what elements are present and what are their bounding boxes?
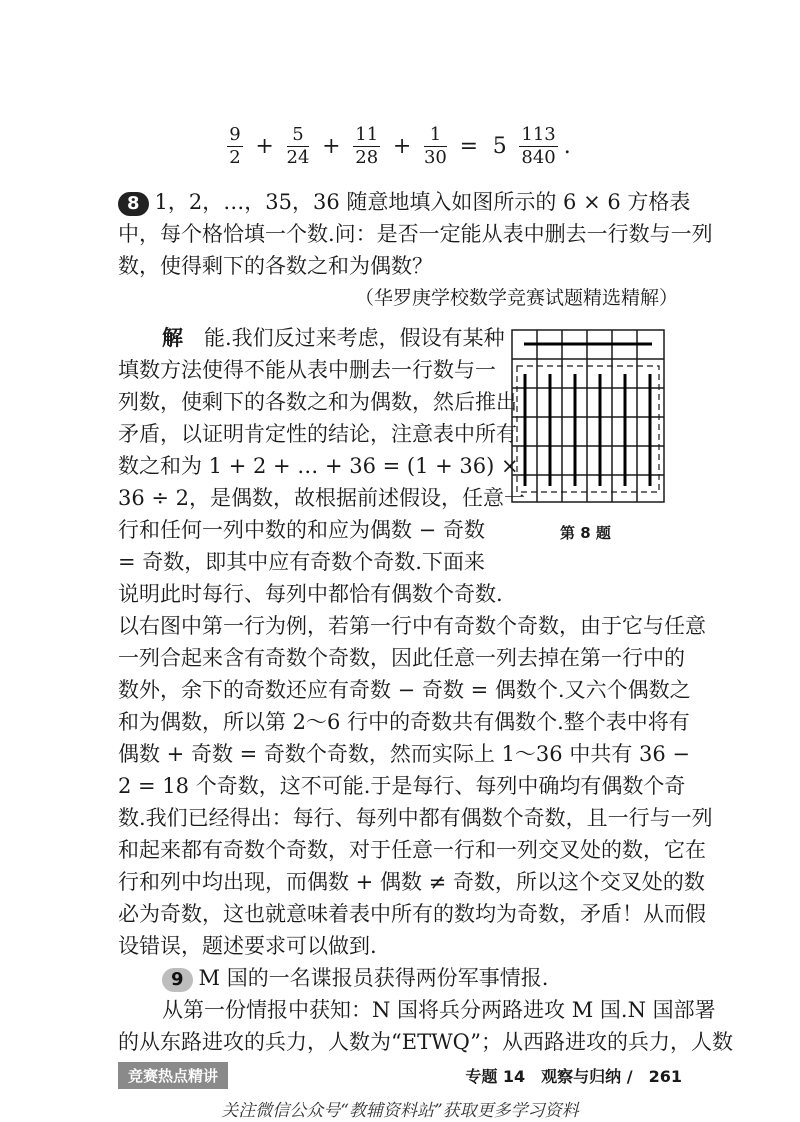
solution-line: 说明此时每行、每列中都恰有偶数个奇数. (118, 582, 503, 606)
page-topic: 专题 14 观察与归纳 / 261 (465, 1067, 682, 1086)
problem-8-line-3: 数，使得剩下的各数之和为偶数？ (118, 254, 433, 278)
period: . (563, 134, 571, 159)
fraction: $\frac{1}{30}$ (423, 124, 447, 168)
solution-line: 数之和为 1 + 2 + … + 36 = (1 + 36) × (118, 454, 519, 478)
text-line: 数.我们已经得出：每行、每列中都有偶数个奇数，且一行与一列 (118, 806, 713, 830)
grid-figure (508, 326, 668, 506)
watermark-note: 关注微信公众号“教辅资料站”获取更多学习资料 (221, 1101, 579, 1121)
problem-8-source: （华罗庚学校数学竞赛试题精选精解） (354, 287, 678, 309)
figure-caption: 第 8 题 (560, 524, 611, 542)
text-line: 数外，余下的奇数还应有奇数 − 奇数 = 偶数个.又六个偶数之 (118, 678, 691, 702)
text-line: 以右图中第一行为例，若第一行中有奇数个奇数，由于它与任意 (118, 614, 706, 638)
text-line: 必为奇数，这也就意味着表中所有的数均为奇数，矛盾！从而假 (118, 902, 706, 926)
text-line: 和为偶数，所以第 2～6 行中的奇数共有偶数个.整个表中将有 (118, 710, 690, 734)
solution-label: 解 (162, 326, 183, 350)
problem-9-line-2: 从第一份情报中获知：N 国将兵分两路进攻 M 国.N 国部署 (162, 998, 716, 1022)
problem-8-line-2: 中，每个格恰填一个数.问：是否一定能从表中删去一行数与一列 (118, 222, 713, 246)
solution-line: 列数，使剩下的各数之和为偶数，然后推出 (118, 390, 517, 414)
text-line: 一列合起来含有奇数个奇数，因此任意一列去掉在第一行中的 (118, 646, 685, 670)
problem-8-line-1: 8 1，2，…，35，36 随意地填入如图所示的 6 × 6 方格表 (118, 186, 678, 218)
plus-sign: + (255, 134, 274, 159)
problem-9-line-3: 的从东路进攻的兵力，人数为“ETWQ”；从西路进攻的兵力，人数 (118, 1030, 733, 1054)
text-line: 2 = 18 个奇数，这不可能.于是每行、每列中确均有偶数个奇 (118, 774, 686, 798)
plus-sign: + (392, 134, 412, 159)
solution-line: 36 ÷ 2，是偶数，故根据前述假设，任意一 (118, 486, 526, 510)
solution-line: 填数方法使得不能从表中删去一行数与一 (118, 358, 496, 382)
result-fraction: $\frac{113}{840}$ (521, 124, 556, 168)
text-line: 偶数 + 奇数 = 奇数个奇数，然而实际上 1～36 中共有 36 − (118, 742, 690, 766)
equals-sign: = (459, 134, 478, 159)
problem-9-badge: 9 (162, 968, 193, 992)
solution-first-line: 解 能.我们反过来考虑，假设有某种 (162, 326, 505, 350)
text-line: 和起来都有奇数个奇数，对于任意一行和一列交叉处的数，它在 (118, 838, 706, 862)
text-line: 设错误，题述要求可以做到. (118, 934, 377, 958)
formula-line (0, 124, 800, 169)
problem-9-line-1: 9 M 国的一名谍报员获得两份军事情报. (162, 962, 722, 994)
plus-sign: + (322, 134, 341, 159)
text-line: 行和列中均出现，而偶数 + 偶数 ≠ 奇数，所以这个交叉处的数 (118, 870, 705, 894)
solution-line: = 奇数，即其中应有奇数个奇数.下面来 (118, 550, 485, 574)
solution-line: 矛盾，以证明肯定性的结论，注意表中所有 (118, 422, 517, 446)
fraction: $\frac{9}{2}$ (229, 124, 241, 168)
series-label: 竞赛热点精讲 (118, 1062, 228, 1089)
fraction: $\frac{11}{28}$ (355, 124, 379, 168)
fraction: $\frac{5}{24}$ (286, 124, 310, 168)
solution-line: 行和任何一列中数的和应为偶数 − 奇数 (118, 518, 485, 542)
problem-8-badge: 8 (118, 192, 149, 216)
result-whole: 5 (492, 134, 507, 159)
